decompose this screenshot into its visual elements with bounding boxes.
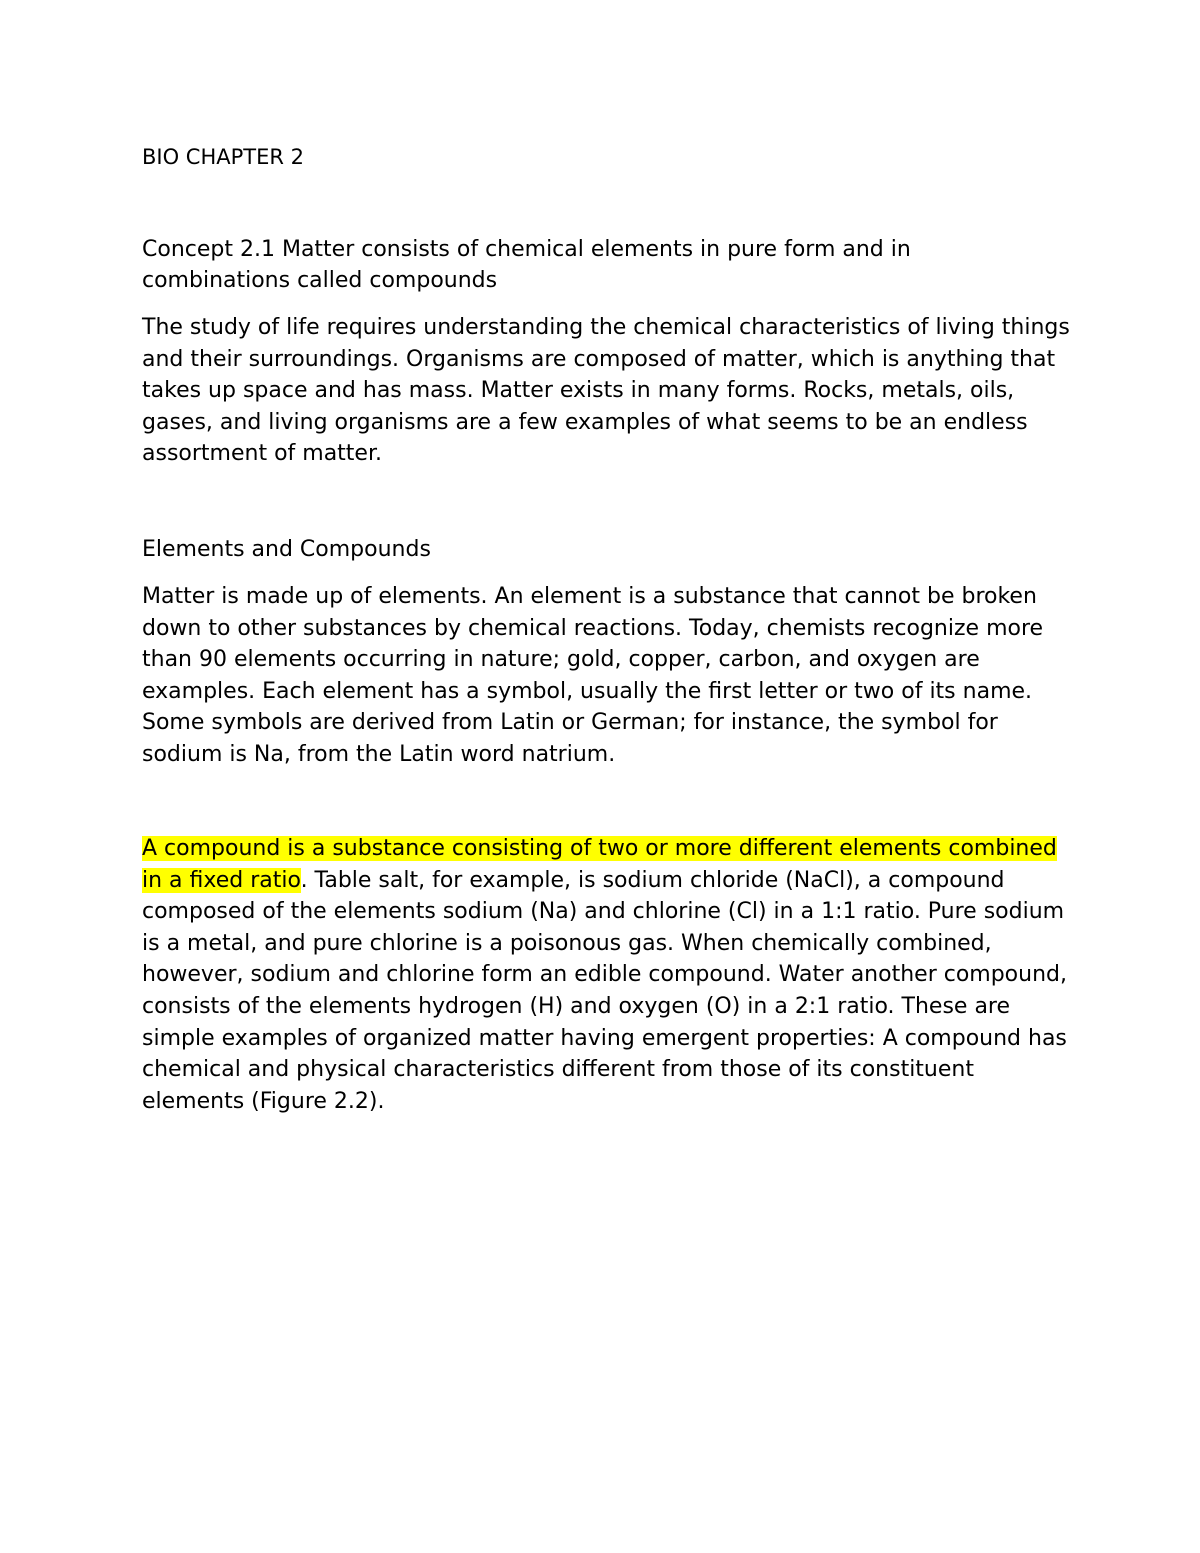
- paragraph-matter: The study of life requires understanding the chemical characteristics of living things and their surroundings. Organisms are composed of matter, which is anything that takes up space and has mass. Matter exists in many forms. Rocks, metals, oils, gases, and living organisms are a few examples of what seems to be an endless assortment of matter.: [142, 315, 1070, 467]
- paragraph-elements: Matter is made up of elements. An element is a substance that cannot be broken down to other substances by chemical reactions. Today, chemists recognize more than 90 elements occurring in nature; gold, copper, carbon, and oxygen are examples. Each element has a symbol, usually the first letter or two of its name. Some symbols are derived from Latin or German; for instance, the symbol for sodium is Na, from the Latin word natrium.: [142, 584, 1044, 767]
- highlighted-definition: A compound is a substance consisting of two or more different elements combined in a fixed ratio: [142, 836, 1057, 893]
- concept-heading: Concept 2.1 Matter consists of chemical elements in pure form and in combinations called compounds: [142, 237, 911, 293]
- elements-compounds-heading: Elements and Compounds: [142, 537, 431, 562]
- paragraph-compounds-rest: . Table salt, for example, is sodium chloride (NaCl), a compound composed of the elements sodium (Na) and chlorine (Cl) in a 1:1 ratio. Pure sodium is a metal, and pure chlorine is a poisonous gas. When chemically combined, however, sodium and chlorine form an edible compound. Water another compound, consists of the elements hydrogen (H) and oxygen (O) in a 2:1 ratio. These are simple examples of organized matter having emergent properties: A compound has chemical and physical characteristics different from those of its constituent elements (Figure 2.2).: [142, 867, 1067, 1114]
- document-title: BIO CHAPTER 2: [142, 145, 305, 169]
- paragraph-compounds: [142, 833, 1072, 1117]
